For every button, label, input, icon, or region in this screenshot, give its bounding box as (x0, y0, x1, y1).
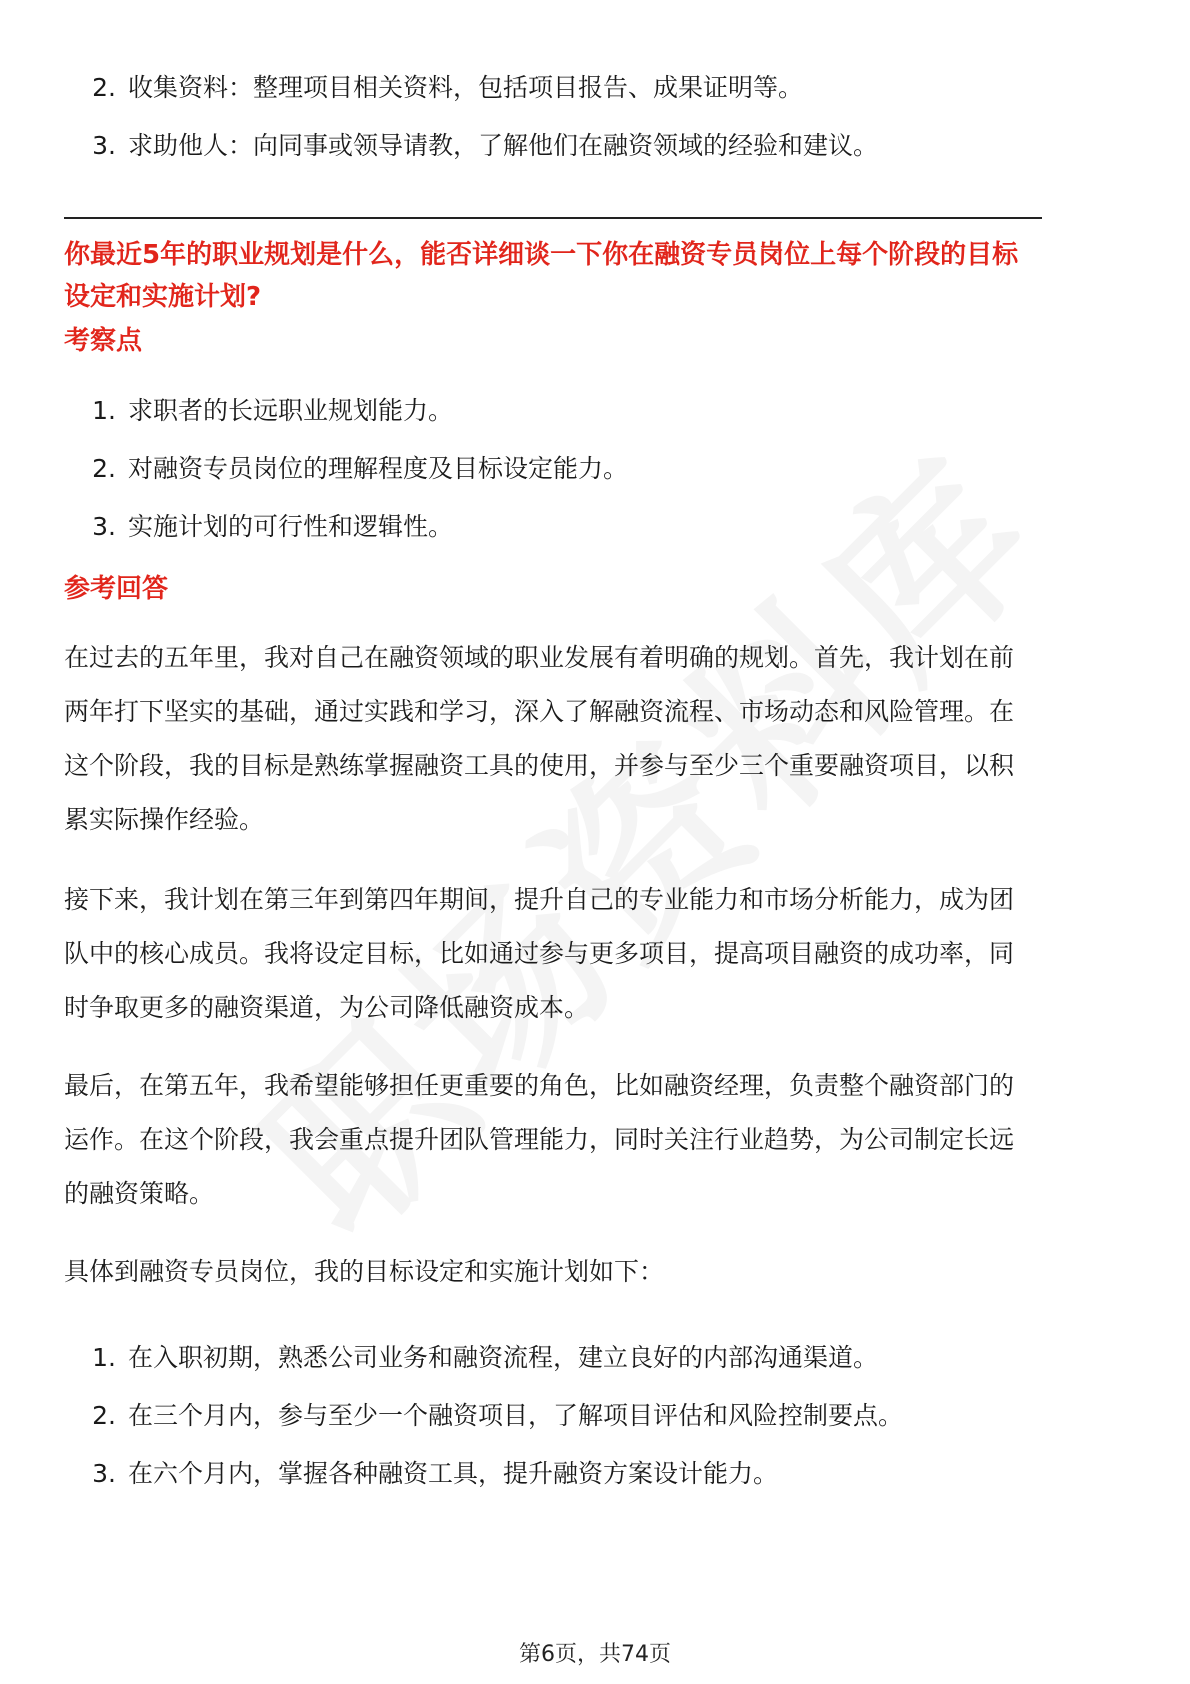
answer-paragraph: 在过去的五年里，我对自己在融资领域的职业发展有着明确的规划。首先，我计划在前两年打下坚实的基础，通过实践和学习，深入了解融资流程、市场动态和风险管理。在这个阶段，我的目标是熟练掌握融资工具的使用，并参与至少三个重要融资项目，以积累实际操作经验。 (64, 643, 1015, 834)
list-number: 2. (92, 73, 116, 102)
answer-paragraph: 具体到融资专员岗位，我的目标设定和实施计划如下： (64, 1257, 665, 1286)
list-number: 2. (92, 454, 116, 483)
list-text: 实施计划的可行性和逻辑性。 (128, 512, 454, 541)
list-number: 1. (92, 1343, 116, 1372)
question-heading: 你最近5年的职业规划是什么，能否详细谈一下你在融资专员岗位上每个阶段的目标设定和实施计划? (64, 240, 1019, 312)
page-number-footer: 第6页，共74页 (519, 1642, 671, 1667)
list-text: 收集资料：整理项目相关资料，包括项目报告、成果证明等。 (128, 73, 804, 102)
list-item (72, 1340, 1120, 1376)
list-item (72, 509, 1120, 545)
answer-paragraph: 最后，在第五年，我希望能够担任更重要的角色，比如融资经理，负责整个融资部门的运作。在这个阶段，我会重点提升团队管理能力，同时关注行业趋势，为公司制定长远的融资策略。 (64, 1071, 1015, 1208)
answer-paragraph: 接下来，我计划在第三年到第四年期间，提升自己的专业能力和市场分析能力，成为团队中的核心成员。我将设定目标，比如通过参与更多项目，提高项目融资的成功率，同时争取更多的融资渠道，为公司降低融资成本。 (64, 885, 1015, 1022)
list-text: 求助他人：向同事或领导请教，了解他们在融资领域的经验和建议。 (128, 131, 879, 160)
list-number: 3. (92, 512, 116, 541)
list-number: 3. (92, 131, 116, 160)
section-divider (64, 217, 1042, 219)
top-list (72, 70, 1120, 186)
list-text: 在入职初期，熟悉公司业务和融资流程，建立良好的内部沟通渠道。 (128, 1343, 879, 1372)
list-number: 2. (92, 1401, 116, 1430)
answer-heading: 参考回答 (64, 574, 169, 604)
list-item (72, 451, 1120, 487)
list-item (72, 70, 1120, 106)
list-number: 1. (92, 396, 116, 425)
list-item (72, 128, 1120, 164)
document-page (64, 0, 1120, 1684)
list-item (72, 1456, 1120, 1492)
list-text: 在三个月内，参与至少一个融资项目，了解项目评估和风险控制要点。 (128, 1401, 904, 1430)
list-text: 在六个月内，掌握各种融资工具，提升融资方案设计能力。 (128, 1459, 779, 1488)
list-item (72, 1398, 1120, 1434)
list-item (72, 393, 1120, 429)
plan-list (72, 1340, 1120, 1514)
list-text: 求职者的长远职业规划能力。 (128, 396, 454, 425)
list-text: 对融资专员岗位的理解程度及目标设定能力。 (128, 454, 629, 483)
list-number: 3. (92, 1459, 116, 1488)
check-points-list (72, 393, 1120, 567)
check-points-heading: 考察点 (64, 326, 143, 356)
